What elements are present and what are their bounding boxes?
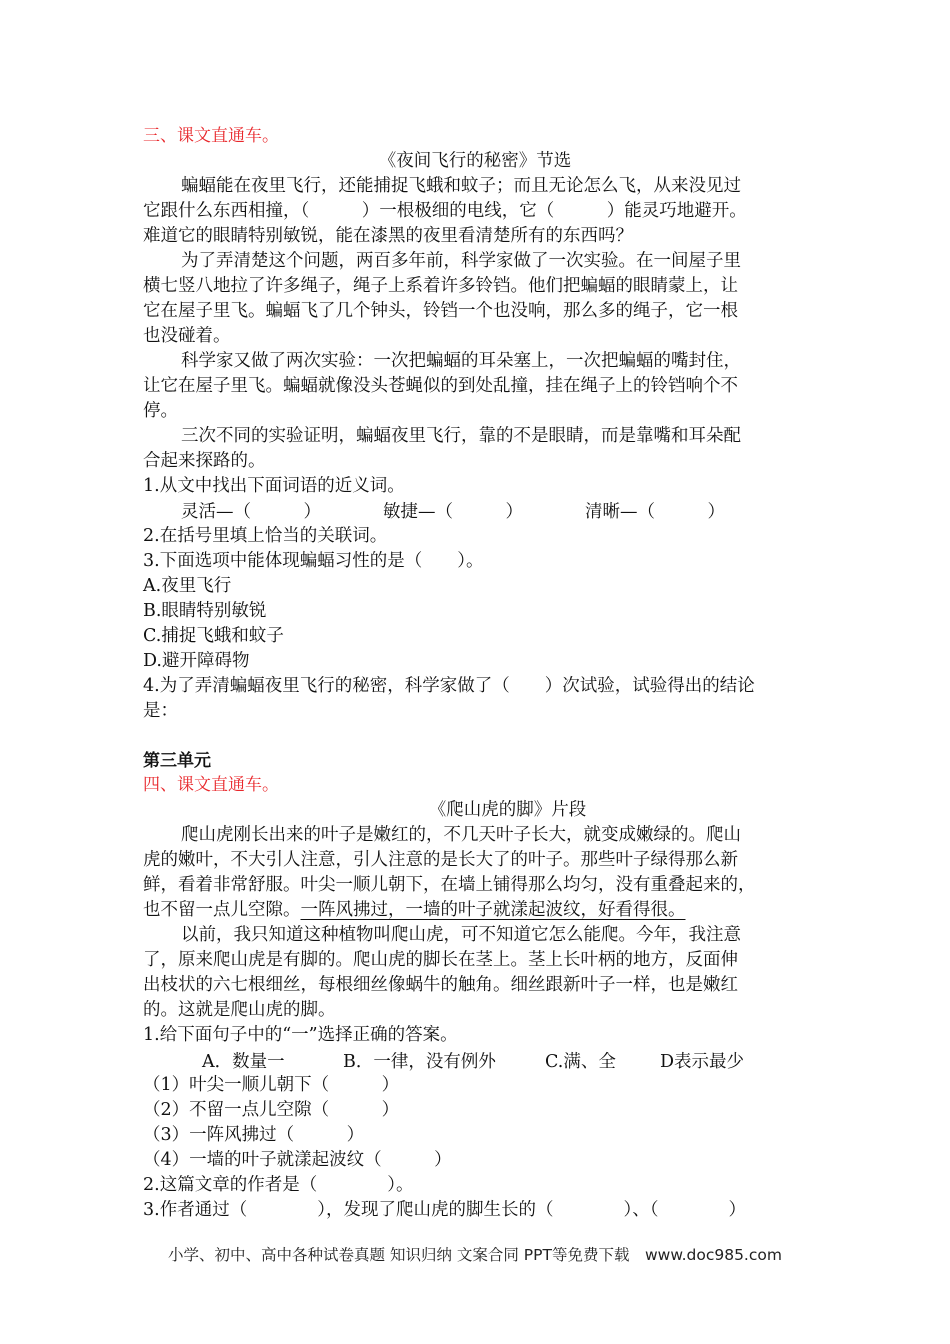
unit-heading: 第三单元 [143,751,211,771]
synonym-item: 敏捷—（ ） [383,502,523,522]
question-1: 1.给下面句子中的“一”选择正确的答案。 [143,1025,458,1045]
question-2: 2.在括号里填上恰当的关联词。 [143,526,388,546]
question-3: 3.下面选项中能体现蝙蝠习性的是（ ）。 [143,551,484,571]
section3-heading: 三、课文直通车。 [143,126,279,146]
underlined-sentence: 一阵风拂过，一墙的叶子就漾起波纹，好看得很。 [300,900,686,920]
question-4: 4.为了弄清蝙蝠夜里飞行的秘密，科学家做了（ ）次试验，试验得出的结论 [143,676,755,696]
question-4-cont: 是： [143,701,178,721]
paragraph-line: 合起来探路的。 [143,451,266,471]
option-item: B.眼睛特别敏锐 [143,601,267,621]
section4-heading: 四、课文直通车。 [143,775,279,795]
paragraph-line: 也没碰着。 [143,326,231,346]
synonym-item: 灵活—（ ） [181,502,321,522]
paragraph-line: 的。这就是爬山虎的脚。 [143,1000,336,1020]
paragraph-line: 了，原来爬山虎是有脚的。爬山虎的脚长在茎上。茎上长叶柄的地方，反面伸 [143,950,738,970]
paragraph-line: 为了弄清楚这个问题，两百多年前，科学家做了一次实验。在一间屋子里 [181,251,741,271]
paragraph-line: 横七竖八地拉了许多绳子，绳子上系着许多铃铛。他们把蝙蝠的眼睛蒙上，让 [143,276,738,296]
paragraph-line: 以前，我只知道这种植物叫爬山虎，可不知道它怎么能爬。今年，我注意 [181,925,741,945]
question-1: 1.从文中找出下面词语的近义词。 [143,476,405,496]
page-footer: 小学、初中、高中各种试卷真题 知识归纳 文案合同 PPT等免费下载 www.doc985.com [168,1246,782,1264]
sub-question: （2）不留一点儿空隙（ ） [143,1100,400,1120]
paragraph-line: 它跟什么东西相撞，（ ）一根极细的电线，它（ ）能灵巧地避开。 [143,201,747,221]
question-3: 3.作者通过（ ），发现了爬山虎的脚生长的（ ）、（ ） [143,1200,746,1220]
paragraph-line: 它在屋子里飞。蝙蝠飞了几个钟头，铃铛一个也没响，那么多的绳子，它一根 [143,301,738,321]
option-item: C.满、全 [545,1052,616,1072]
paragraph-line: 停。 [143,401,178,421]
paragraph-line: 三次不同的实验证明，蝙蝠夜里飞行，靠的不是眼睛，而是靠嘴和耳朵配 [181,426,741,446]
paragraph-line: 难道它的眼睛特别敏锐，能在漆黑的夜里看清楚所有的东西吗？ [143,226,633,246]
section4-title: 《爬山虎的脚》片段 [428,800,587,820]
option-item: D.避开障碍物 [143,651,250,671]
paragraph-line: 爬山虎刚长出来的叶子是嫩红的，不几天叶子长大，就变成嫩绿的。爬山 [181,825,741,845]
plain-text: 也不留一点儿空隙。 [143,900,301,920]
paragraph-line: 鲜，看着非常舒服。叶尖一顺儿朝下，在墙上铺得那么均匀，没有重叠起来的， [143,875,756,895]
option-item: D表示最少 [660,1052,745,1072]
option-item: A．数量一 [202,1052,285,1072]
option-item: A.夜里飞行 [143,576,232,596]
sub-question: （4）一墙的叶子就漾起波纹（ ） [143,1150,452,1170]
option-item: B．一律，没有例外 [343,1052,496,1072]
paragraph-line: 科学家又做了两次实验：一次把蝙蝠的耳朵塞上，一次把蝙蝠的嘴封住， [181,351,741,371]
sub-question: （3）一阵风拂过（ ） [143,1125,365,1145]
paragraph-line: 虎的嫩叶，不大引人注意，引人注意的是长大了的叶子。那些叶子绿得那么新 [143,850,738,870]
question-2: 2.这篇文章的作者是（ ）。 [143,1175,414,1195]
option-item: C.捕捉飞蛾和蚊子 [143,626,284,646]
paragraph-line [143,898,686,922]
sub-question: （1）叶尖一顺儿朝下（ ） [143,1075,400,1095]
section3-title: 《夜间飞行的秘密》节选 [378,151,572,171]
synonym-item: 清晰—（ ） [585,502,725,522]
paragraph-line: 让它在屋子里飞。蝙蝠就像没头苍蝇似的到处乱撞，挂在绳子上的铃铛响个不 [143,376,738,396]
paragraph-line: 出枝状的六七根细丝，每根细丝像蜗牛的触角。细丝跟新叶子一样，也是嫩红 [143,975,738,995]
paragraph-line: 蝙蝠能在夜里飞行，还能捕捉飞蛾和蚊子；而且无论怎么飞，从来没见过 [181,176,741,196]
